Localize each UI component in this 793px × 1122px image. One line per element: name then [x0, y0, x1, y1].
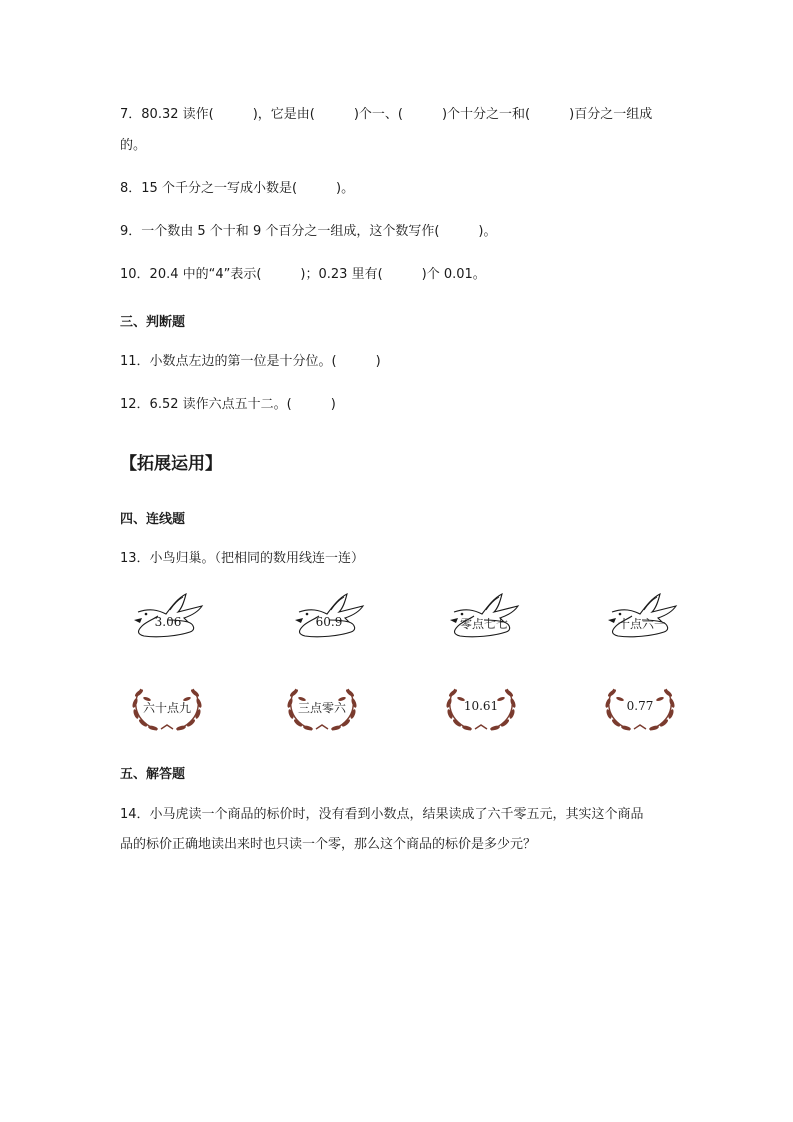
q10: 10．20.4 中的“4”表示( )；0.23 里有( )个 0.01。 [120, 267, 486, 282]
bird-label: 60.9 [315, 615, 343, 629]
extension-title: 【拓展运用】 [120, 454, 222, 474]
bird-label: 3.06 [154, 615, 182, 629]
q9: 9．一个数由 5 个十和 9 个百分之一组成，这个数写作( )。 [120, 224, 497, 239]
q8: 8．15 个千分之一写成小数是( )。 [120, 181, 355, 196]
q14-line2: 品的标价正确地读出来时也只读一个零，那么这个商品的标价是多少元？ [120, 837, 537, 852]
nest-label: 三点零六 [297, 701, 346, 715]
section-answer: 五、解答题 [120, 767, 186, 782]
nest-card[interactable] [600, 683, 680, 733]
bird-label: 十点六一 [617, 617, 666, 631]
nest-card[interactable] [282, 683, 362, 733]
bird-card[interactable] [289, 590, 369, 640]
nest-card[interactable] [127, 683, 207, 733]
nest-label: 六十点九 [142, 701, 191, 715]
bird-card[interactable] [444, 590, 524, 640]
q13: 13．小鸟归巢。（把相同的数用线连一连） [120, 551, 365, 566]
section-judgement: 三、判断题 [120, 315, 186, 330]
nest-label: 0.77 [626, 699, 654, 713]
q7-line1: 7．80.32 读作( )，它是由( )个一、( )个十分之一和( )百分之一组成 [120, 107, 653, 122]
nest-card[interactable] [441, 683, 521, 733]
q14-line1: 14．小马虎读一个商品的标价时，没有看到小数点，结果读成了六千零五元，其实这个商品 [120, 807, 644, 822]
bird-card[interactable] [602, 590, 682, 640]
section-matching: 四、连线题 [120, 512, 186, 527]
q12: 12．6.52 读作六点五十二。( ) [120, 397, 336, 412]
bird-label: 零点七七 [459, 617, 508, 631]
q11: 11．小数点左边的第一位是十分位。( ) [120, 354, 381, 369]
q7-line2: 的。 [120, 138, 147, 153]
nest-label: 10.61 [463, 699, 499, 713]
bird-card[interactable] [128, 590, 208, 640]
